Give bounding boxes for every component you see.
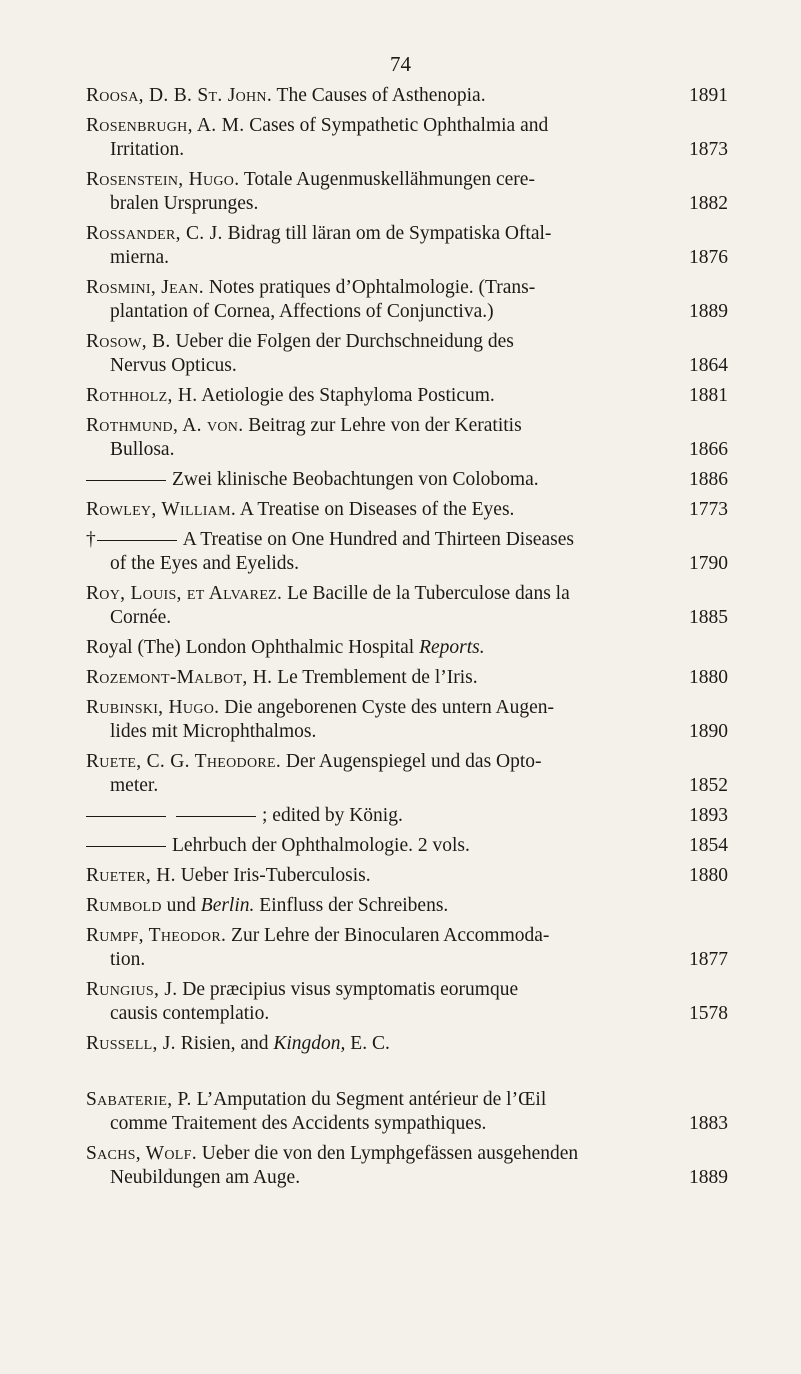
bibliography-entry — [86, 864, 728, 888]
entry-year: 1883 — [689, 1113, 728, 1134]
bibliography-list — [86, 78, 728, 1190]
bibliography-entry — [86, 1088, 728, 1136]
entry-author: Rowley, William. — [86, 499, 237, 520]
entry-title-italic: Berlin. — [200, 895, 255, 916]
entry-author: Rubinski, Hugo. — [86, 697, 220, 718]
entry-title: Bidrag till läran om de Sympatiska Oftal- — [227, 223, 552, 244]
entry-line — [86, 414, 728, 438]
entry-year: 1578 — [689, 1003, 728, 1024]
entry-line — [86, 276, 728, 300]
ditto-dash — [86, 846, 166, 847]
entry-title: Le Bacille de la Tuberculose dans la — [287, 583, 570, 604]
bibliography-entry — [86, 384, 728, 408]
bibliography-entry — [86, 636, 728, 660]
entry-author: Rosenstein, Hugo. — [86, 169, 240, 190]
entry-title: causis contemplatio. — [110, 1003, 270, 1024]
entry-line — [86, 1088, 728, 1112]
entry-title: lides mit Microphthalmos. — [110, 721, 317, 742]
entry-title: Der Augenspiegel und das Opto- — [285, 751, 542, 772]
entry-line — [86, 438, 728, 462]
ditto-dash — [86, 480, 166, 481]
entry-author: Rossander, C. J. — [86, 223, 223, 244]
entry-line — [86, 552, 728, 576]
entry-line — [86, 636, 728, 660]
bibliography-entry — [86, 978, 728, 1026]
entry-line — [86, 300, 728, 324]
entry-title: Ueber die Folgen der Durchschneidung des — [175, 331, 514, 352]
entry-author: Rungius, J. — [86, 979, 178, 1000]
entry-title: Ueber die von den Lymphgefässen ausgehenden — [201, 1143, 579, 1164]
entry-author: Sabaterie, P. — [86, 1089, 192, 1110]
entry-title: mierna. — [110, 247, 170, 268]
entry-author: Roosa, D. B. St. John. — [86, 85, 273, 106]
bibliography-entry — [86, 666, 728, 690]
entry-title: Aetiologie des Staphyloma Posticum. — [201, 385, 495, 406]
entry-line — [86, 948, 728, 972]
bibliography-entry — [86, 84, 728, 108]
entry-author: Rosenbrugh, A. M. — [86, 115, 245, 136]
entry-title: Cornée. — [110, 607, 172, 628]
entry-title-italic: Kingdon, — [273, 1033, 346, 1054]
entry-year: 1890 — [689, 721, 728, 742]
entry-title: Royal (The) London Ophthalmic Hospital — [86, 637, 415, 658]
entry-title: E. C. — [350, 1033, 390, 1054]
entry-year: 1873 — [689, 139, 728, 160]
entry-line — [86, 606, 728, 630]
entry-title: comme Traitement des Accidents sympathiques. — [110, 1113, 487, 1134]
bibliography-entry — [86, 330, 728, 378]
bibliography-entry — [86, 114, 728, 162]
entry-title: Neubildungen am Auge. — [110, 1167, 301, 1188]
entry-author: Rumbold — [86, 895, 162, 916]
bibliography-entry — [86, 1142, 728, 1190]
entry-line — [86, 246, 728, 270]
entry-title: Irritation. — [110, 139, 185, 160]
bibliography-entry — [86, 528, 728, 576]
entry-line — [86, 354, 728, 378]
bibliography-entry — [86, 894, 728, 918]
entry-title: A Treatise on One Hundred and Thirteen Diseases — [182, 529, 574, 550]
bibliography-entry — [86, 468, 728, 492]
entry-line — [86, 1032, 728, 1056]
entry-year: 1880 — [689, 667, 728, 688]
entry-year: 1773 — [689, 499, 728, 520]
entry-line — [86, 720, 728, 744]
entry-line — [86, 84, 728, 108]
entry-line — [86, 222, 728, 246]
entry-line — [86, 894, 728, 918]
entry-year: 1852 — [689, 775, 728, 796]
entry-line — [86, 978, 728, 1002]
entry-author: Rothmund, A. von. — [86, 415, 244, 436]
bibliography-entry — [86, 414, 728, 462]
dagger-mark: † — [86, 529, 96, 550]
entry-line — [86, 168, 728, 192]
entry-line — [86, 1112, 728, 1136]
entry-line — [86, 498, 728, 522]
bibliography-entry — [86, 804, 728, 828]
entry-line — [86, 1142, 728, 1166]
entry-year: 1864 — [689, 355, 728, 376]
entry-author: Ruete, C. G. Theodore. — [86, 751, 282, 772]
entry-year: 1790 — [689, 553, 728, 574]
entry-author: Rosow, B. — [86, 331, 171, 352]
entry-line — [86, 804, 728, 828]
entry-title: Die angeborenen Cyste des untern Augen- — [224, 697, 554, 718]
entry-title: Ueber Iris-Tuberculosis. — [180, 865, 371, 886]
bibliography-entry — [86, 750, 728, 798]
entry-line — [86, 582, 728, 606]
entry-title: tion. — [110, 949, 146, 970]
entry-year: 1854 — [689, 835, 728, 856]
entry-line — [86, 696, 728, 720]
entry-line — [86, 774, 728, 798]
entry-title: Zur Lehre der Binocularen Accommoda- — [231, 925, 550, 946]
entry-line — [86, 666, 728, 690]
bibliography-entry — [86, 834, 728, 858]
ditto-dash — [86, 816, 166, 817]
entry-author: Sachs, Wolf. — [86, 1143, 197, 1164]
entry-line — [86, 192, 728, 216]
entry-author: Roy, Louis, et Alvarez. — [86, 583, 283, 604]
ditto-dash — [97, 540, 177, 541]
entry-author: Russell, J. — [86, 1033, 176, 1054]
entry-title: Le Tremblement de l’Iris. — [277, 667, 478, 688]
entry-year: 1880 — [689, 865, 728, 886]
entry-title: Einfluss der Schreibens. — [259, 895, 449, 916]
entry-title: und — [166, 895, 196, 916]
entry-author: Rumpf, Theodor. — [86, 925, 227, 946]
entry-line — [86, 528, 728, 552]
entry-title: Risien, and — [180, 1033, 269, 1054]
entry-year: 1886 — [689, 469, 728, 490]
entry-line — [86, 384, 728, 408]
entry-author: Rueter, H. — [86, 865, 176, 886]
entry-title: Lehrbuch der Ophthalmologie. 2 vols. — [172, 835, 470, 856]
entry-year: 1889 — [689, 1167, 728, 1188]
entry-line — [86, 1166, 728, 1190]
entry-year: 1893 — [689, 805, 728, 826]
entry-author: Rozemont-Malbot, H. — [86, 667, 273, 688]
entry-title: De præcipius visus symptomatis eorumque — [182, 979, 519, 1000]
entry-year: 1889 — [689, 301, 728, 322]
entry-title: Nervus Opticus. — [110, 355, 237, 376]
entry-line — [86, 114, 728, 138]
bibliography-entry — [86, 582, 728, 630]
entry-year: 1885 — [689, 607, 728, 628]
bibliography-entry — [86, 696, 728, 744]
entry-title: Notes pratiques d’Ophtalmologie. (Trans- — [208, 277, 536, 298]
bibliography-entry — [86, 1032, 728, 1056]
entry-year: 1877 — [689, 949, 728, 970]
entry-line — [86, 468, 728, 492]
bibliography-entry — [86, 168, 728, 216]
entry-author: Rosmini, Jean. — [86, 277, 204, 298]
entry-year: 1876 — [689, 247, 728, 268]
entry-title: The Causes of Asthenopia. — [276, 85, 486, 106]
entry-line — [86, 750, 728, 774]
page-number: 74 — [390, 52, 411, 76]
entry-title: Bullosa. — [110, 439, 175, 460]
entry-title: Zwei klinische Beobachtungen von Coloboma. — [172, 469, 539, 490]
ditto-dash — [176, 816, 256, 817]
bibliography-entry — [86, 498, 728, 522]
entry-title: of the Eyes and Eyelids. — [110, 553, 299, 574]
entry-line — [86, 330, 728, 354]
entry-title: meter. — [110, 775, 159, 796]
bibliography-entry — [86, 924, 728, 972]
entry-title-italic: Reports. — [419, 637, 485, 658]
entry-title: A Treatise on Diseases of the Eyes. — [239, 499, 515, 520]
entry-year: 1882 — [689, 193, 728, 214]
entry-title: L’Amputation du Segment antérieur de l’Œil — [196, 1089, 547, 1110]
entry-title: Beitrag zur Lehre von der Keratitis — [248, 415, 522, 436]
entry-line — [86, 834, 728, 858]
entry-author: Rothholz, H. — [86, 385, 198, 406]
entry-title: ; edited by König. — [262, 805, 403, 826]
entry-year: 1866 — [689, 439, 728, 460]
entry-line — [86, 138, 728, 162]
entry-line — [86, 924, 728, 948]
entry-title: bralen Ursprunges. — [110, 193, 259, 214]
entry-title: Cases of Sympathetic Ophthalmia and — [249, 115, 549, 136]
bibliography-entry — [86, 276, 728, 324]
entry-line — [86, 864, 728, 888]
entry-year: 1881 — [689, 385, 728, 406]
entry-year: 1891 — [689, 85, 728, 106]
entry-title: Totale Augenmuskellähmungen cere- — [243, 169, 535, 190]
bibliography-entry — [86, 222, 728, 270]
entry-title: plantation of Cornea, Affections of Conjunctiva.) — [110, 301, 494, 322]
entry-line — [86, 1002, 728, 1026]
